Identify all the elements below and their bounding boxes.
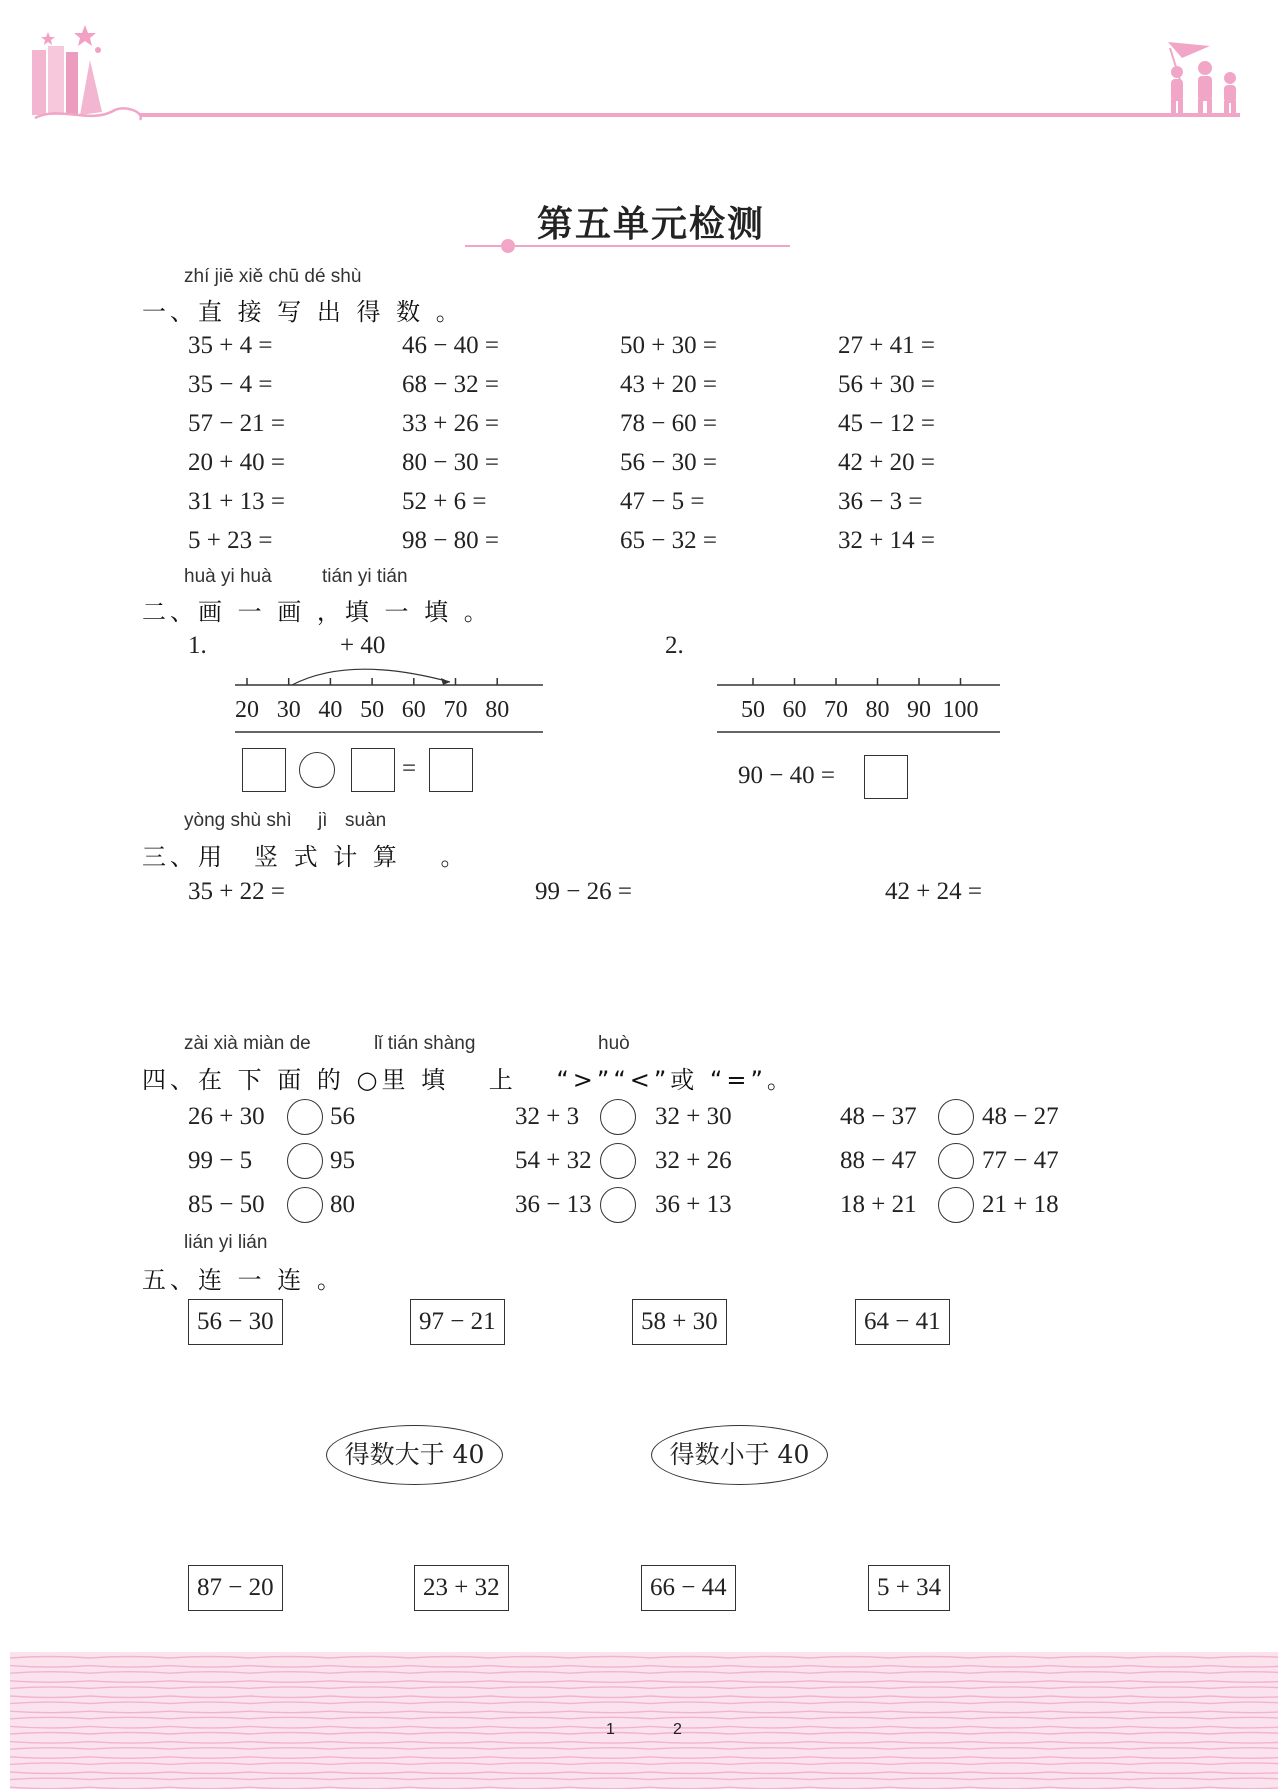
s5-bottom-expression-box[interactable]: 23 + 32 xyxy=(414,1565,509,1611)
oval-less-than-40[interactable]: 得数小于 40 xyxy=(651,1425,828,1485)
s4-left-expr: 54 + 32 xyxy=(515,1147,592,1174)
s2-q1-answer-box-3[interactable] xyxy=(429,748,473,792)
s1-problem: 35 + 4 = xyxy=(188,332,273,359)
s1-problem: 35 − 4 = xyxy=(188,371,273,398)
oval-greater-than-40[interactable]: 得数大于 40 xyxy=(326,1425,503,1485)
s1-problem: 33 + 26 = xyxy=(402,410,499,437)
page-number-right: 2 xyxy=(673,1721,682,1738)
s1-problem: 27 + 41 = xyxy=(838,332,935,359)
s1-problem: 36 − 3 = xyxy=(838,488,923,515)
s4-compare-circle[interactable] xyxy=(287,1143,323,1179)
s4-right-expr: 95 xyxy=(330,1147,355,1174)
page-title: 第五单元检测 xyxy=(537,203,766,245)
s5-pinyin: lián yi lián xyxy=(184,1232,268,1253)
s5-top-expression-box[interactable]: 64 − 41 xyxy=(855,1299,950,1345)
s2-q2-tick-label: 100 xyxy=(942,697,979,723)
s4-heading: 四、在 下 面 的 ○里 填 上 “>”“<”或 “=”。 xyxy=(142,1066,795,1094)
s2-q2-tick-label: 90 xyxy=(907,697,931,723)
s4-compare-circle[interactable] xyxy=(287,1099,323,1135)
s1-problem: 20 + 40 = xyxy=(188,449,285,476)
s4-pinyin-c: huò xyxy=(598,1033,630,1054)
s2-q1-tick-label: 70 xyxy=(443,697,468,723)
footer-wave-band xyxy=(10,1652,1278,1789)
s3-item-3: 42 + 24 = xyxy=(885,878,982,905)
s2-q1-tick-label: 30 xyxy=(276,697,301,723)
s2-q1-tick-label: 50 xyxy=(360,697,385,723)
s1-problem: 50 + 30 = xyxy=(620,332,717,359)
s4-right-expr: 56 xyxy=(330,1103,355,1130)
s2-q2-tick-label: 70 xyxy=(824,697,848,723)
s1-problem: 52 + 6 = xyxy=(402,488,487,515)
s4-compare-circle[interactable] xyxy=(938,1099,974,1135)
s2-q1-label: 1. xyxy=(188,632,207,659)
books-icon xyxy=(32,46,102,115)
s1-problem: 5 + 23 = xyxy=(188,527,273,554)
s5-top-expression-box[interactable]: 58 + 30 xyxy=(632,1299,727,1345)
s1-problem: 31 + 13 = xyxy=(188,488,285,515)
s1-problem: 57 − 21 = xyxy=(188,410,285,437)
s4-right-expr: 21 + 18 xyxy=(982,1191,1059,1218)
s5-bottom-expression-box[interactable]: 66 − 44 xyxy=(641,1565,736,1611)
s1-problem: 47 − 5 = xyxy=(620,488,705,515)
s2-heading: 二、画 一 画 ，填 一 填 。 xyxy=(142,598,492,626)
header-decoration xyxy=(0,0,1287,140)
s1-problem: 32 + 14 = xyxy=(838,527,935,554)
s1-pinyin: zhí jiē xiě chū dé shù xyxy=(184,266,362,287)
s4-compare-circle[interactable] xyxy=(600,1099,636,1135)
s3-pinyin-c: suàn xyxy=(345,810,387,831)
s4-compare-circle[interactable] xyxy=(600,1187,636,1223)
s4-compare-circle[interactable] xyxy=(938,1187,974,1223)
s1-problem: 42 + 20 = xyxy=(838,449,935,476)
s2-q1-tick-label: 80 xyxy=(485,697,510,723)
s4-left-expr: 88 − 47 xyxy=(840,1147,917,1174)
s2-pinyin-a: huà yi huà xyxy=(184,566,272,587)
children-silhouette-icon xyxy=(1171,61,1236,115)
s5-top-expression-box[interactable]: 56 − 30 xyxy=(188,1299,283,1345)
s4-right-expr: 77 − 47 xyxy=(982,1147,1059,1174)
s3-item-1: 35 + 22 = xyxy=(188,878,285,905)
s1-heading: 一、直 接 写 出 得 数 。 xyxy=(142,298,464,326)
s1-problem: 78 − 60 = xyxy=(620,410,717,437)
s4-left-expr: 32 + 3 xyxy=(515,1103,580,1130)
s1-problem: 80 − 30 = xyxy=(402,449,499,476)
s1-problem: 56 + 30 = xyxy=(838,371,935,398)
s5-bottom-expression-box[interactable]: 87 − 20 xyxy=(188,1565,283,1611)
s1-problem: 46 − 40 = xyxy=(402,332,499,359)
s2-q2-tick-label: 80 xyxy=(865,697,890,723)
s2-q1-jump-label: + 40 xyxy=(340,632,386,659)
s4-right-expr: 48 − 27 xyxy=(982,1103,1059,1130)
s4-compare-circle[interactable] xyxy=(600,1143,636,1179)
s2-q1-jump-arrow xyxy=(292,669,450,685)
s2-q2-equation: 90 − 40 = xyxy=(738,762,835,789)
s2-q1-answer-box-1[interactable] xyxy=(242,748,286,792)
s4-left-expr: 85 − 50 xyxy=(188,1191,265,1218)
s2-q1-answer-box-2[interactable] xyxy=(351,748,395,792)
page-number-left: 1 xyxy=(606,1721,615,1738)
s4-left-expr: 99 − 5 xyxy=(188,1147,253,1174)
s4-right-expr: 32 + 30 xyxy=(655,1103,732,1130)
s1-problem: 56 − 30 = xyxy=(620,449,717,476)
s4-pinyin-a: zài xià miàn de xyxy=(184,1033,311,1054)
s1-problem: 68 − 32 = xyxy=(402,371,499,398)
s3-item-2: 99 − 26 = xyxy=(535,878,632,905)
s2-q2-tick-label: 50 xyxy=(741,697,765,723)
s3-pinyin-a: yòng shù shì xyxy=(184,810,292,831)
s1-problem: 43 + 20 = xyxy=(620,371,717,398)
s4-compare-circle[interactable] xyxy=(287,1187,323,1223)
s4-right-expr: 36 + 13 xyxy=(655,1191,732,1218)
s4-compare-circle[interactable] xyxy=(938,1143,974,1179)
s1-problem: 65 − 32 = xyxy=(620,527,717,554)
s2-q2-tick-label: 60 xyxy=(782,697,807,723)
s5-top-expression-box[interactable]: 97 − 21 xyxy=(410,1299,505,1345)
s4-pinyin-b: lǐ tián shàng xyxy=(374,1033,476,1054)
s3-heading: 三、用 竖 式 计 算 。 xyxy=(142,843,469,871)
title-underline xyxy=(465,236,795,256)
s4-left-expr: 18 + 21 xyxy=(840,1191,917,1218)
s2-q1-operator-circle[interactable] xyxy=(299,752,335,788)
s5-bottom-expression-box[interactable]: 5 + 34 xyxy=(868,1565,950,1611)
s1-problem: 98 − 80 = xyxy=(402,527,499,554)
s4-right-expr: 80 xyxy=(330,1191,355,1218)
s2-q1-tick-label: 60 xyxy=(401,697,426,723)
s1-problem: 45 − 12 = xyxy=(838,410,935,437)
s4-right-expr: 32 + 26 xyxy=(655,1147,732,1174)
s4-left-expr: 48 − 37 xyxy=(840,1103,917,1130)
s2-pinyin-b: tián yi tián xyxy=(322,566,408,587)
s3-pinyin-b: jì xyxy=(318,810,328,831)
s4-left-expr: 26 + 30 xyxy=(188,1103,265,1130)
s2-q2-answer-box[interactable] xyxy=(864,755,908,799)
s5-heading: 五、连 一 连 。 xyxy=(142,1266,345,1294)
s2-q1-tick-label: 40 xyxy=(318,697,343,723)
s2-q1-tick-label: 20 xyxy=(235,697,259,723)
s2-q2-label: 2. xyxy=(665,632,684,659)
s2-q1-equals: = xyxy=(402,755,417,782)
s4-left-expr: 36 − 13 xyxy=(515,1191,592,1218)
